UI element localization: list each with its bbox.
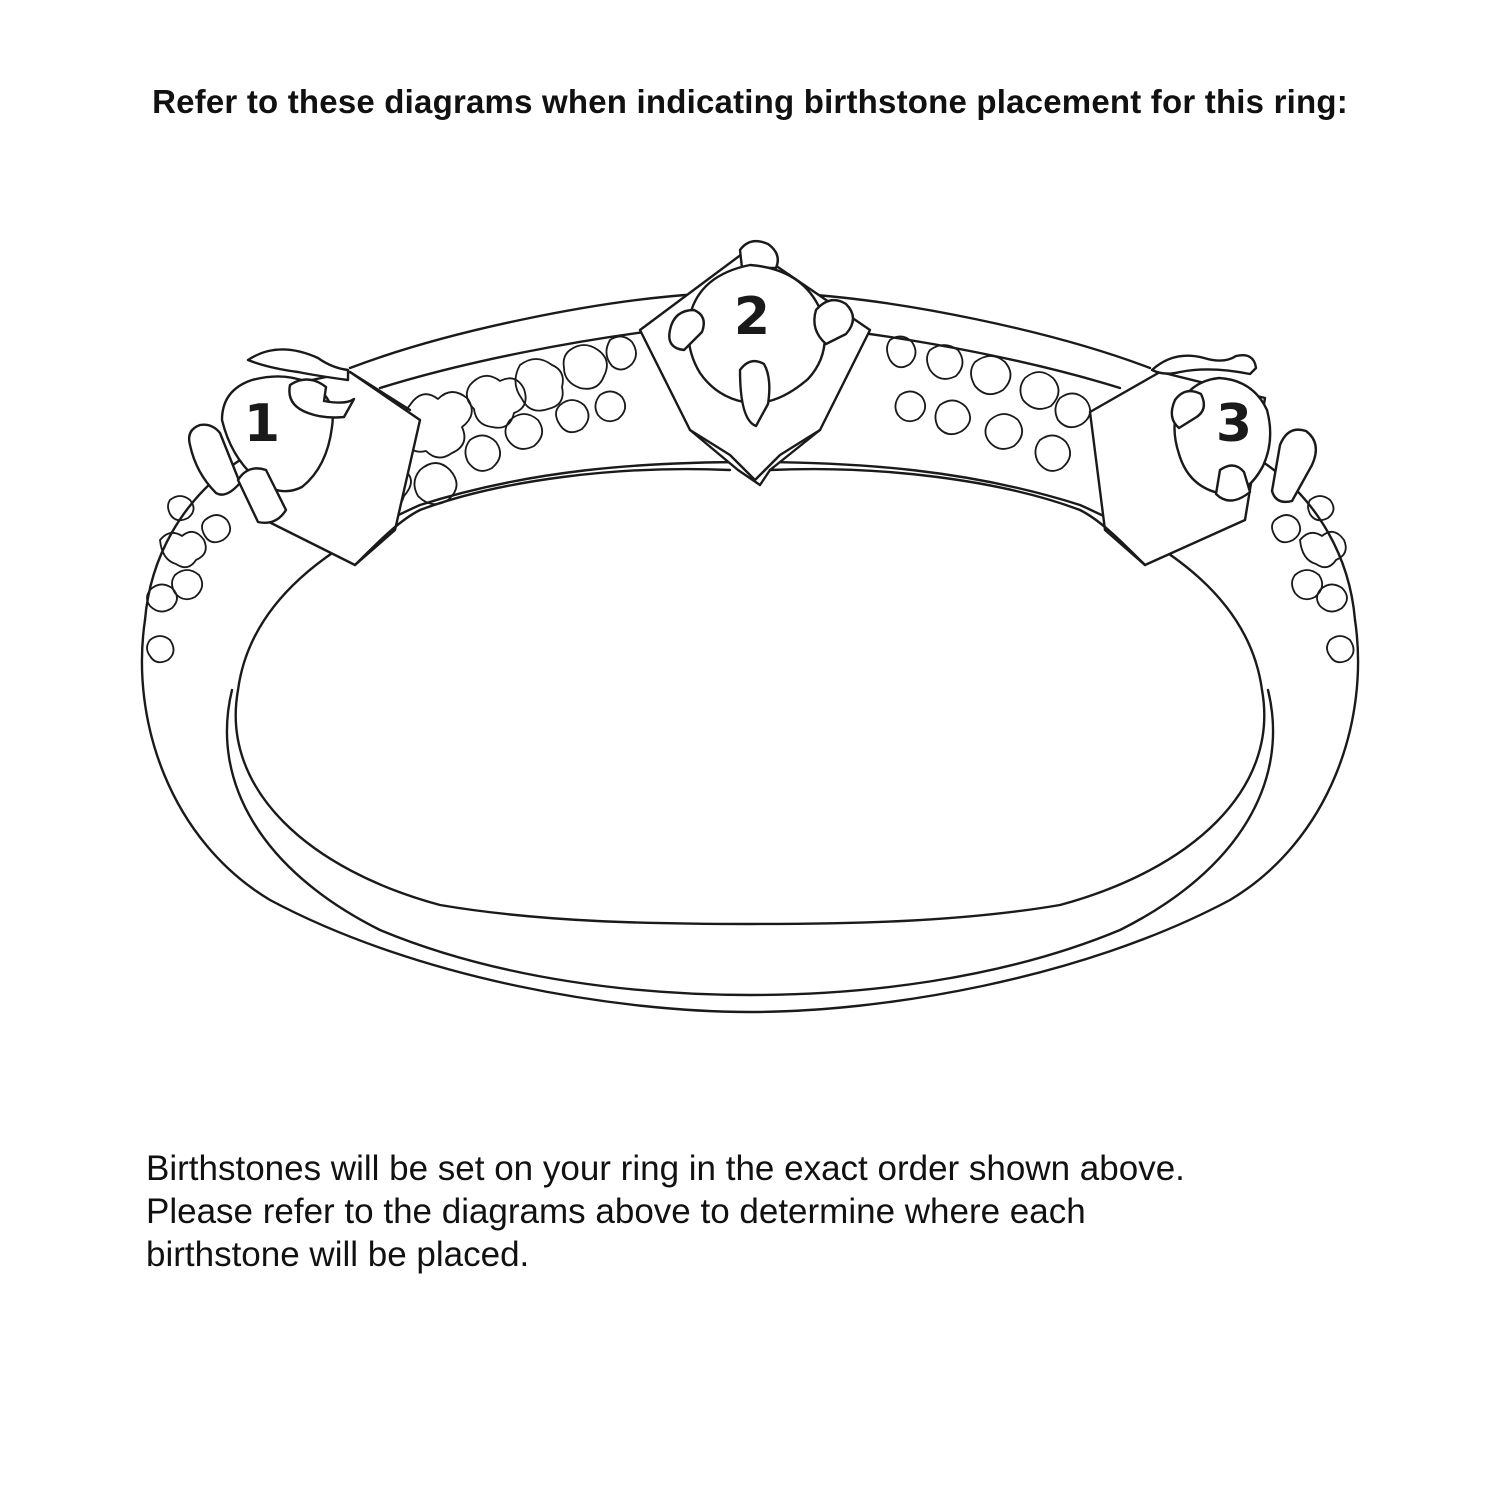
instruction-heading: Refer to these diagrams when indicating birthstone placement for this ring: [152,83,1348,120]
note-line-2: Please refer to the diagrams above to determine where each [146,1192,1086,1231]
setting-2 [640,241,870,485]
note-line-3: birthstone will be placed. [146,1235,530,1274]
setting-3 [1090,355,1316,565]
position-2-label: 2 [733,287,771,347]
setting-1 [189,349,420,565]
band-texture-right [1272,496,1354,662]
band-texture-left [147,496,230,662]
position-3-label: 3 [1215,394,1253,454]
pave-texture-right [887,336,1090,470]
note-line-1: Birthstones will be set on your ring in the exact order shown above. [146,1149,1185,1188]
ring-band-outer [142,620,1358,1012]
position-1-label: 1 [243,394,281,454]
placement-note [146,1147,1396,1276]
